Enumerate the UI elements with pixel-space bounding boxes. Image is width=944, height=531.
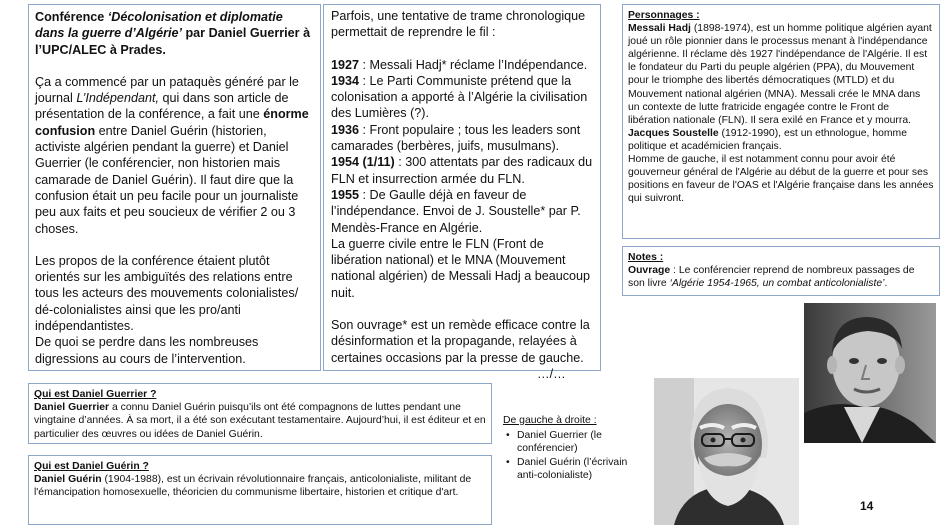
daniel-guerrier-box — [28, 383, 492, 444]
notes-box — [622, 246, 940, 296]
chronology-event: 1954 (1/11) : 300 attentats par des radicaux du FLN et insurrection armée du FLN. — [331, 155, 593, 186]
page-number: 14 — [860, 499, 874, 513]
chronology-outro: Son ouvrage* est un remède efficace contre la désinformation et la propagande, relayées à certaines occasions par la presse de gauche. — [331, 318, 590, 365]
daniel-guerin-photo — [804, 303, 936, 443]
messali-hadj-bio: Messali Hadj (1898-1974), est un homme politique algérien ayant joué un rôle pionnier dans le processus menant à l'indépendance algérienne. Il réclame dès 1927 l'indépendance de l'Algérie. Il est le fondateur du Parti du peuple algérien (PPA), du Mouvement pour le triomphe des libertés démocratiques (MTLD) et du Mouvement national algérien (MNA). Messali crée le MNA dans un contexte de lutte fratricide engagée contre le Front de libération nationale (FLN). Il sera exilé en France et y mourra. — [628, 23, 932, 126]
jacques-soustelle-bio: Jacques Soustelle (1912-1990), est un ethnologue, homme politique et académicien français. — [628, 127, 907, 152]
conference-paragraph-2: Les propos de la conférence étaient plutôt orientés sur les ambiguïtés des relations entre tous les acteurs des mouvements colonialistes/ dé-colonialistes ainsi que les pro/anti indépendantistes. — [35, 253, 299, 334]
conference-summary-box — [28, 4, 321, 371]
conference-title: Conférence ‘Décolonisation et diplomatie dans la guerre d’Algérie’ par Daniel Guerrier à l’UPC/ALEC à Prades. — [35, 10, 311, 57]
caption-item: • Daniel Guérin (l’écrivain anti-colonialiste) — [503, 456, 643, 482]
photo-caption — [503, 414, 643, 482]
chronology-event: 1927 : Messali Hadj* réclame l’Indépendance. — [331, 57, 588, 72]
chronology-box — [323, 4, 601, 381]
characters-box — [622, 4, 940, 239]
chronology-event: 1936 : Front populaire ; tous les leaders sont camarades (berbères, juifs, musulmans). — [331, 122, 581, 154]
characters-heading: Personnages : — [628, 10, 700, 21]
chronology-civil-war: La guerre civile entre le FLN (Front de libération national) et le MNA (Mouvement national algérien) de Messali Hadj a beaucoup nuit. — [331, 236, 591, 300]
daniel-guerrier-photo — [654, 378, 799, 525]
notes-heading: Notes : — [628, 252, 664, 263]
daniel-guerin-box — [28, 455, 492, 525]
notes-text: Ouvrage : Le conférencier reprend de nombreux passages de son livre ‘Algérie 1954-1965, un combat anticolonialiste’. — [628, 265, 915, 290]
continued-marker: …/… — [537, 366, 566, 381]
daniel-guerrier-heading: Qui est Daniel Guerrier ? — [34, 389, 157, 400]
chronology-event: 1955 : De Gaulle déjà en faveur de l’indépendance. Envoi de J. Soustelle* par P. Mendès-France en Algérie. — [331, 187, 581, 235]
jacques-soustelle-bio-2: Homme de gauche, il est notamment connu pour avoir été gouverneur général de l'Algérie au début de la guerre et pour ses positions en faveur de l'OAS et l'Algérie française dans les années qui suivront. — [628, 154, 934, 205]
daniel-guerrier-bio: Daniel Guerrier a connu Daniel Guérin puisqu’ils ont été compagnons de luttes pendant une vingtaine d’années. À sa mort, il a été son exécutant testamentaire. Aujourd’hui, il est éditeur et en particulier des œuvres ou idées de Daniel Guérin. — [34, 402, 486, 440]
daniel-guerin-bio: Daniel Guérin (1904-1988), est un écrivain révolutionnaire français, anticolonialiste, militant de l'émancipation homosexuelle, théoricien du communisme libertaire, historien et critique d'art. — [34, 474, 472, 499]
daniel-guerin-heading: Qui est Daniel Guérin ? — [34, 461, 149, 472]
caption-item: • Daniel Guerrier (le conférencier) — [503, 429, 643, 455]
conference-paragraph-1: Ça a commencé par un pataquès généré par le journal L’Indépendant, qui dans son article de présentation de la conférence, a fait une énorme confusion entre Daniel Guérin (historien, activiste algérien pendant la guerre) et Daniel Guerrier (le conférencier, non historien mais camarade de Daniel Guérin). Il faut dire que la confusion était un peu facile pour un journaliste peu aux faits et peu soucieux de vérifier 2 ou 3 choses. — [35, 74, 309, 236]
chronology-event: 1934 : Le Parti Communiste prétend que la colonisation a apporté à l’Algérie la civilisation des Lumières (?). — [331, 73, 588, 121]
caption-heading: De gauche à droite : — [503, 415, 597, 426]
chronology-intro: Parfois, une tentative de trame chronologique permettait de reprendre le fil : — [331, 9, 586, 40]
conference-paragraph-3: De quoi se perdre dans les nombreuses digressions au cours de l’intervention. — [35, 335, 259, 366]
caption-list — [503, 429, 643, 482]
